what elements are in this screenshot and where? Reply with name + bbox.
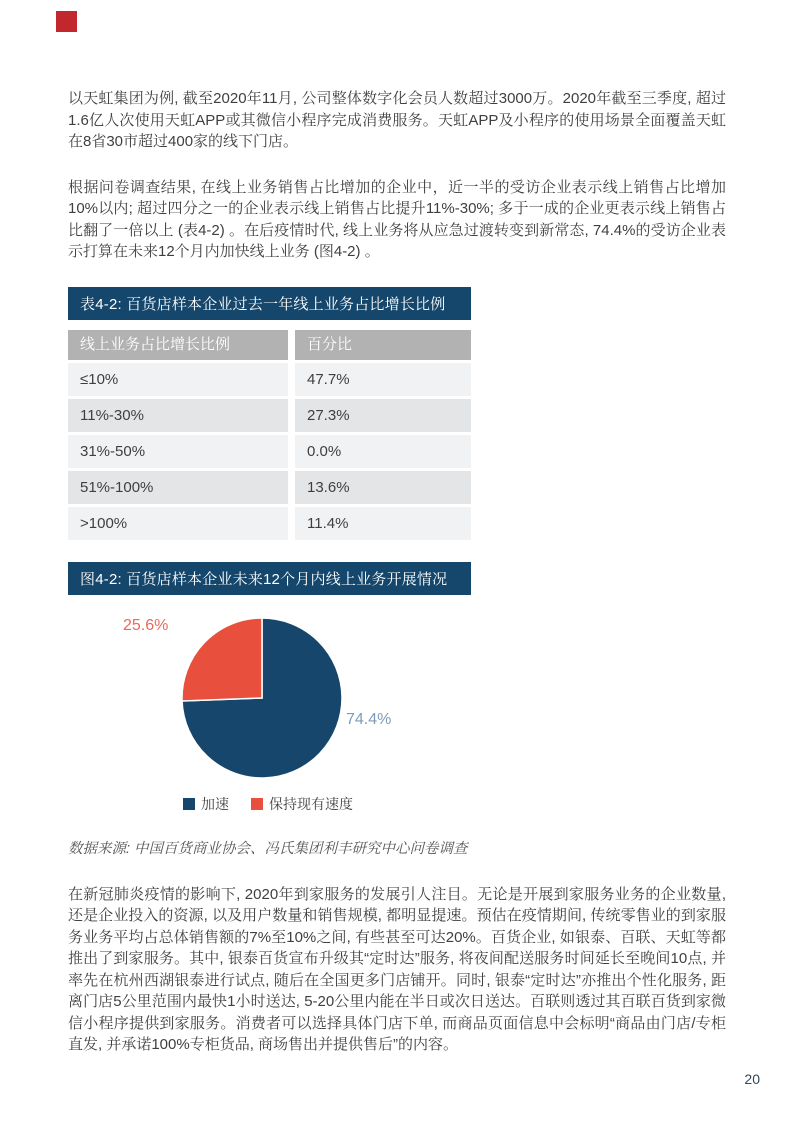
table-4-2 — [68, 330, 471, 540]
brand-logo-mark — [56, 11, 77, 32]
table-cell-percent: 27.3% — [295, 399, 471, 432]
figure-title-bar: 图4-2: 百货店样本企业未来12个月内线上业务开展情况 — [68, 562, 471, 595]
table-header-row — [68, 330, 471, 360]
pie-chart-figure — [68, 611, 488, 823]
table-cell-percent: 47.7% — [295, 363, 471, 396]
table-cell-range: ≤10% — [68, 363, 288, 396]
table-row — [68, 399, 471, 432]
legend-swatch-icon — [183, 798, 195, 810]
table-row — [68, 363, 471, 396]
paragraph-survey-results: 根据问卷调查结果, 在线上业务销售占比增加的企业中，近一半的受访企业表示线上销售占比增加10%以内; 超过四分之一的企业表示线上销售占比提升11%-30%; 多于一成的企业更表示线上销售占比翻了一倍以上 (表4-2) 。在后疫情时代, 线上业务将从应急过渡转变到新常态, 74.4%的受访企业表示打算在未来12个月内加快线上业务 (图4-2) 。 — [68, 178, 726, 260]
table-cell-range: 51%-100% — [68, 471, 288, 504]
table-row — [68, 507, 471, 540]
legend-swatch-icon — [251, 798, 263, 810]
table-title-bar: 表4-2: 百货店样本企业过去一年线上业务占比增长比例 — [68, 287, 471, 320]
legend-label: 加速 — [201, 795, 229, 812]
pie-slice-1 — [182, 618, 262, 701]
table-cell-range: 11%-30% — [68, 399, 288, 432]
table-row — [68, 435, 471, 468]
pie-value-label-accelerate: 74.4% — [346, 710, 392, 728]
table-header-col-percent: 百分比 — [295, 330, 471, 360]
page-content — [68, 88, 726, 1080]
legend-item-1 — [251, 794, 353, 814]
table-row — [68, 471, 471, 504]
pie-value-label-maintain: 25.6% — [123, 616, 169, 634]
pie-chart-svg — [68, 611, 468, 786]
legend-label: 保持现有速度 — [269, 795, 353, 812]
table-cell-percent: 0.0% — [295, 435, 471, 468]
table-cell-percent: 11.4% — [295, 507, 471, 540]
pie-legend — [68, 794, 468, 814]
legend-item-0 — [183, 794, 229, 814]
page-number: 20 — [744, 1071, 760, 1087]
table-header-col-ratio: 线上业务占比增长比例 — [68, 330, 288, 360]
paragraph-tianhong: 以天虹集团为例, 截至2020年11月, 公司整体数字化会员人数超过3000万。2020年截至三季度, 超过1.6亿人次使用天虹APP或其微信小程序完成消费服务。天虹APP及小程序的使用场景全面覆盖天虹在8省30市超过400家的线下门店。 — [68, 90, 726, 150]
data-source-note: 数据来源: 中国百货商业协会、冯氏集团利丰研究中心问卷调查 — [68, 840, 468, 857]
table-cell-range: >100% — [68, 507, 288, 540]
table-cell-range: 31%-50% — [68, 435, 288, 468]
table-cell-percent: 13.6% — [295, 471, 471, 504]
paragraph-home-delivery: 在新冠肺炎疫情的影响下, 2020年到家服务的发展引人注目。无论是开展到家服务业务的企业数量, 还是企业投入的资源, 以及用户数量和销售规模, 都明显提速。预估在疫情期间, 传统零售业的到家服务业务平均占总体销售额的7%至10%之间, 有些甚至可达20%。百货企业, 如银泰、百联、天虹等都推出了到家服务。其中, 银泰百货宣布升级其“定时达”服务, 将夜间配送服务时间延长至晚间10点, 并率先在杭州西湖银泰进行试点, 随后在全国更多门店铺开。同时, 银泰“定时达”亦推出个性化服务, 距离门店5公里范围内最快1小时送达, 5-20公里内能在半日或次日送达。百联则透过其百联百货到家微信小程序提供到家服务。消费者可以选择具体门店下单, 而商品页面信息中会标明“商品由门店/专柜直发, 并承诺100%专柜货品, 商场售出并提供售后”的内容。 — [68, 885, 726, 1053]
